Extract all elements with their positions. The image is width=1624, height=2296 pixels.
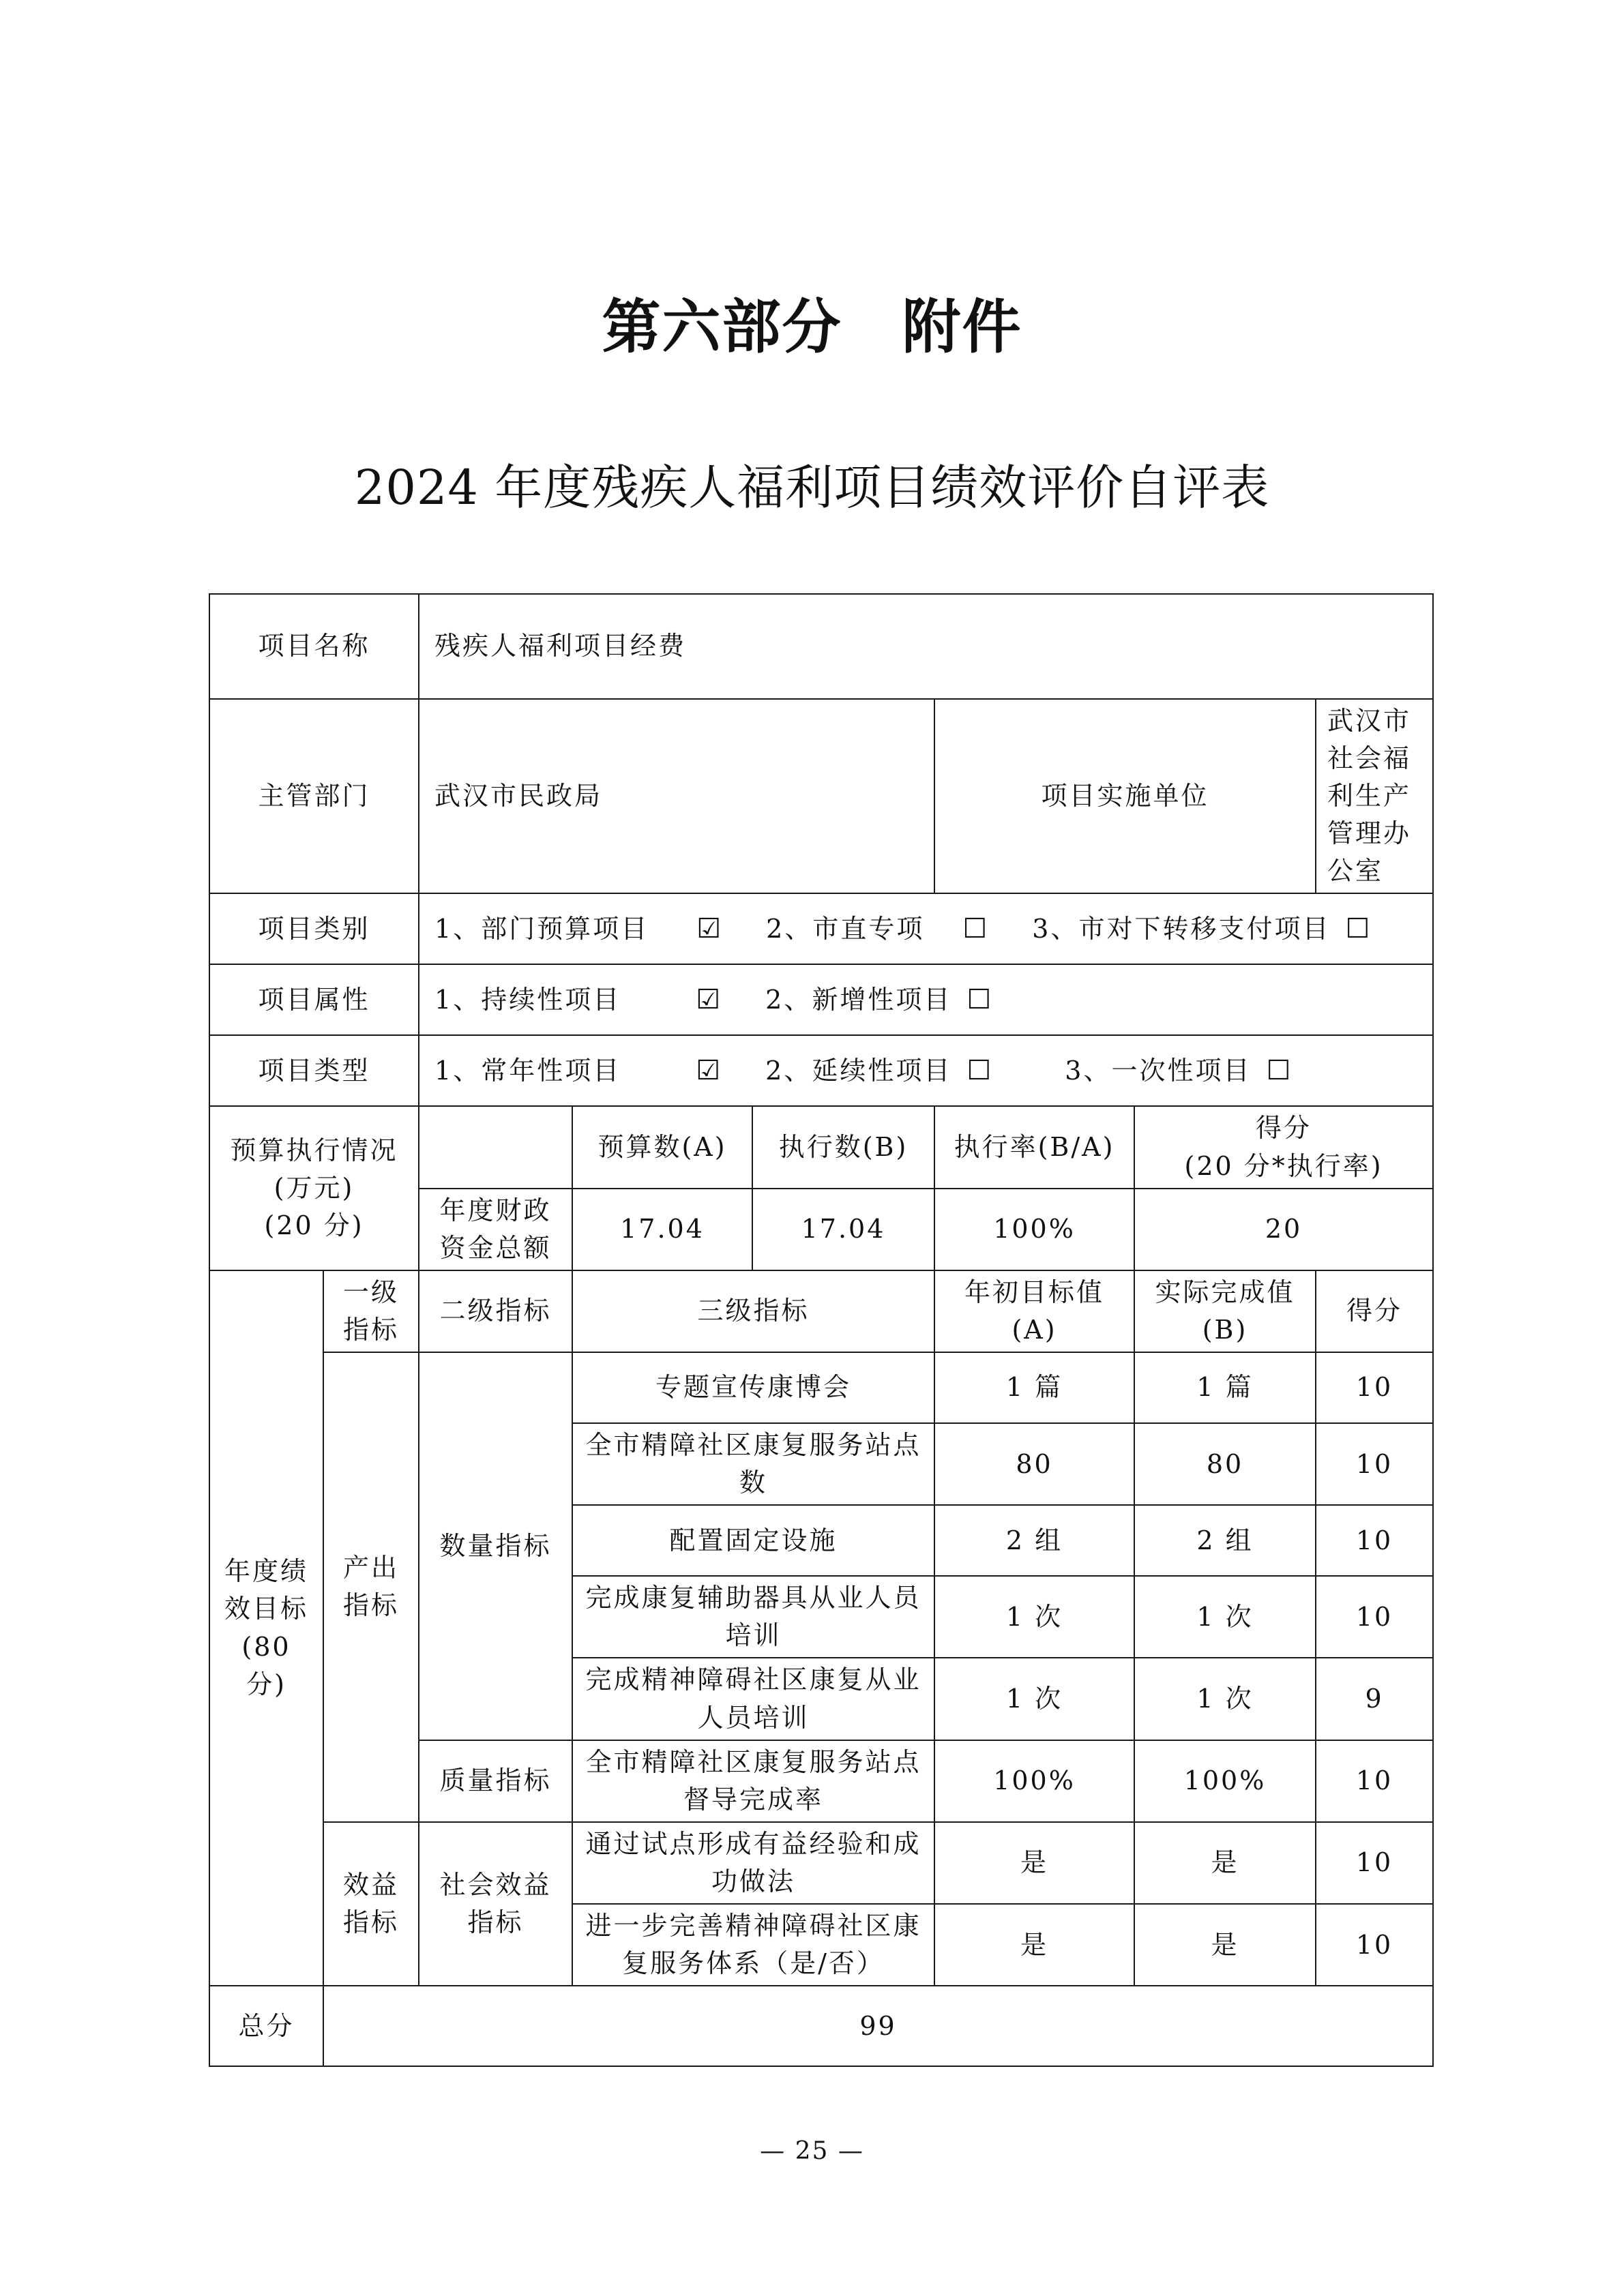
option-label: 2、延续性项目 — [765, 1056, 952, 1086]
category-options — [419, 893, 1433, 964]
part-title: 第六部分 附件 — [602, 293, 1022, 361]
score-header-line: (20 分*执行率) — [1184, 1150, 1383, 1181]
project-name-label: 项目名称 — [209, 594, 419, 699]
total-row — [209, 1986, 1433, 2066]
indicator-target: 1 次 — [934, 1576, 1134, 1658]
category-label: 项目类别 — [209, 893, 419, 964]
indicator-actual: 是 — [1134, 1822, 1316, 1904]
social-benefit-indicator-label: 社会效益指标 — [419, 1822, 572, 1986]
checked-box-icon: ☑ — [696, 984, 723, 1016]
checkbox-icon: ☐ — [962, 913, 990, 945]
indicator-target: 2 组 — [934, 1505, 1134, 1576]
indicator-header-row — [209, 1270, 1433, 1352]
total-value: 99 — [323, 1986, 1433, 2066]
indicator-target: 是 — [934, 1904, 1134, 1986]
quantity-indicator-label: 数量指标 — [419, 1352, 572, 1740]
dept-label: 主管部门 — [209, 699, 419, 893]
col-score-header — [1134, 1106, 1433, 1188]
evaluation-table — [209, 593, 1434, 2067]
indicator-score: 10 — [1316, 1423, 1433, 1505]
type-options — [419, 1035, 1433, 1106]
level1-header: 一级指标 — [323, 1270, 419, 1352]
indicator-target: 是 — [934, 1822, 1134, 1904]
option-label: 3、一次性项目 — [1065, 1056, 1252, 1086]
type-option — [1065, 1051, 1293, 1090]
attribute-label: 项目属性 — [209, 964, 419, 1035]
output-indicator-label: 产出指标 — [323, 1352, 419, 1822]
budget-value: 17.04 — [572, 1189, 752, 1270]
type-option — [765, 1051, 993, 1090]
option-label: 3、市对下转移支付项目 — [1032, 914, 1331, 944]
indicator-name: 通过试点形成有益经验和成功做法 — [572, 1822, 934, 1904]
budget-label — [209, 1106, 419, 1270]
checked-box-icon: ☑ — [696, 1055, 723, 1087]
type-row — [209, 1035, 1433, 1106]
indicator-score: 9 — [1316, 1658, 1433, 1740]
indicator-target: 1 篇 — [934, 1352, 1134, 1423]
budget-label-line: 预算执行情况 — [230, 1135, 398, 1166]
project-name-row — [209, 594, 1433, 699]
indicator-name: 配置固定设施 — [572, 1505, 934, 1576]
indicator-target: 1 次 — [934, 1658, 1134, 1740]
level2-header: 二级指标 — [419, 1270, 572, 1352]
checkbox-icon: ☐ — [966, 1055, 994, 1087]
indicator-target: 80 — [934, 1423, 1134, 1505]
checkbox-icon: ☐ — [1266, 1055, 1293, 1087]
category-option — [1032, 909, 1372, 949]
indicator-name: 完成精神障碍社区康复从业人员培训 — [572, 1658, 934, 1740]
blank-cell — [419, 1106, 572, 1188]
checkbox-icon: ☐ — [966, 984, 994, 1016]
actual-header: 实际完成值(B) — [1134, 1270, 1316, 1352]
indicator-actual: 80 — [1134, 1423, 1316, 1505]
level3-header: 三级指标 — [572, 1270, 934, 1352]
type-label: 项目类型 — [209, 1035, 419, 1106]
option-label: 1、持续性项目 — [434, 985, 621, 1015]
indicator-score: 10 — [1316, 1505, 1433, 1576]
indicator-score: 10 — [1316, 1740, 1433, 1822]
option-label: 1、常年性项目 — [434, 1056, 621, 1086]
checkbox-icon: ☐ — [1345, 913, 1372, 945]
total-label: 总分 — [209, 1986, 323, 2066]
budget-label-line: (万元) — [274, 1173, 355, 1204]
table-row — [209, 1352, 1433, 1423]
indicator-target: 100% — [934, 1740, 1134, 1822]
col-budget-header: 预算数(A) — [572, 1106, 752, 1188]
target-header: 年初目标值(A) — [934, 1270, 1134, 1352]
indicator-actual: 100% — [1134, 1740, 1316, 1822]
benefit-indicator-label: 效益指标 — [323, 1822, 419, 1986]
score-header-line: 得分 — [1256, 1113, 1312, 1144]
budget-score-value: 20 — [1134, 1189, 1433, 1270]
indicator-name: 完成康复辅助器具从业人员培训 — [572, 1576, 934, 1658]
exec-value: 17.04 — [752, 1189, 934, 1270]
option-label: 1、部门预算项目 — [434, 914, 649, 944]
document-title: 2024 年度残疾人福利项目绩效评价自评表 — [354, 460, 1270, 516]
indicator-actual: 1 次 — [1134, 1576, 1316, 1658]
checked-box-icon: ☑ — [696, 913, 724, 945]
indicator-score: 10 — [1316, 1822, 1433, 1904]
indicator-actual: 1 次 — [1134, 1658, 1316, 1740]
dept-value: 武汉市民政局 — [419, 699, 934, 893]
project-name-value: 残疾人福利项目经费 — [419, 594, 1433, 699]
indicator-actual: 2 组 — [1134, 1505, 1316, 1576]
option-label: 2、市直专项 — [766, 914, 925, 944]
indicator-name: 进一步完善精神障碍社区康复服务体系（是/否） — [572, 1904, 934, 1986]
category-option — [766, 909, 989, 949]
attribute-row — [209, 964, 1433, 1035]
table-row — [209, 1822, 1433, 1904]
indicator-actual: 1 篇 — [1134, 1352, 1316, 1423]
indicator-name: 专题宣传康博会 — [572, 1352, 934, 1423]
page-number: — 25 — — [760, 2137, 864, 2165]
attribute-option — [765, 980, 993, 1019]
type-option — [434, 1051, 722, 1090]
indicator-score: 10 — [1316, 1904, 1433, 1986]
indicator-score: 10 — [1316, 1352, 1433, 1423]
attribute-option — [434, 980, 722, 1019]
annual-goal-label: 年度绩效目标(80 分) — [209, 1270, 323, 1986]
indicator-score: 10 — [1316, 1576, 1433, 1658]
rate-value: 100% — [934, 1189, 1134, 1270]
category-option — [434, 909, 723, 949]
attribute-options — [419, 964, 1433, 1035]
fiscal-total-label: 年度财政资金总额 — [419, 1189, 572, 1270]
budget-header-row — [209, 1106, 1433, 1188]
indicator-actual: 是 — [1134, 1904, 1316, 1986]
col-rate-header: 执行率(B/A) — [934, 1106, 1134, 1188]
score-header: 得分 — [1316, 1270, 1433, 1352]
budget-label-line: (20 分) — [264, 1210, 364, 1241]
indicator-name: 全市精障社区康复服务站点数 — [572, 1423, 934, 1505]
option-label: 2、新增性项目 — [765, 985, 952, 1015]
impl-unit-value: 武汉市社会福利生产管理办公室 — [1316, 699, 1433, 893]
category-row — [209, 893, 1433, 964]
quality-indicator-label: 质量指标 — [419, 1740, 572, 1822]
indicator-name: 全市精障社区康复服务站点督导完成率 — [572, 1740, 934, 1822]
department-row — [209, 699, 1433, 893]
impl-unit-label: 项目实施单位 — [934, 699, 1316, 893]
col-exec-header: 执行数(B) — [752, 1106, 934, 1188]
